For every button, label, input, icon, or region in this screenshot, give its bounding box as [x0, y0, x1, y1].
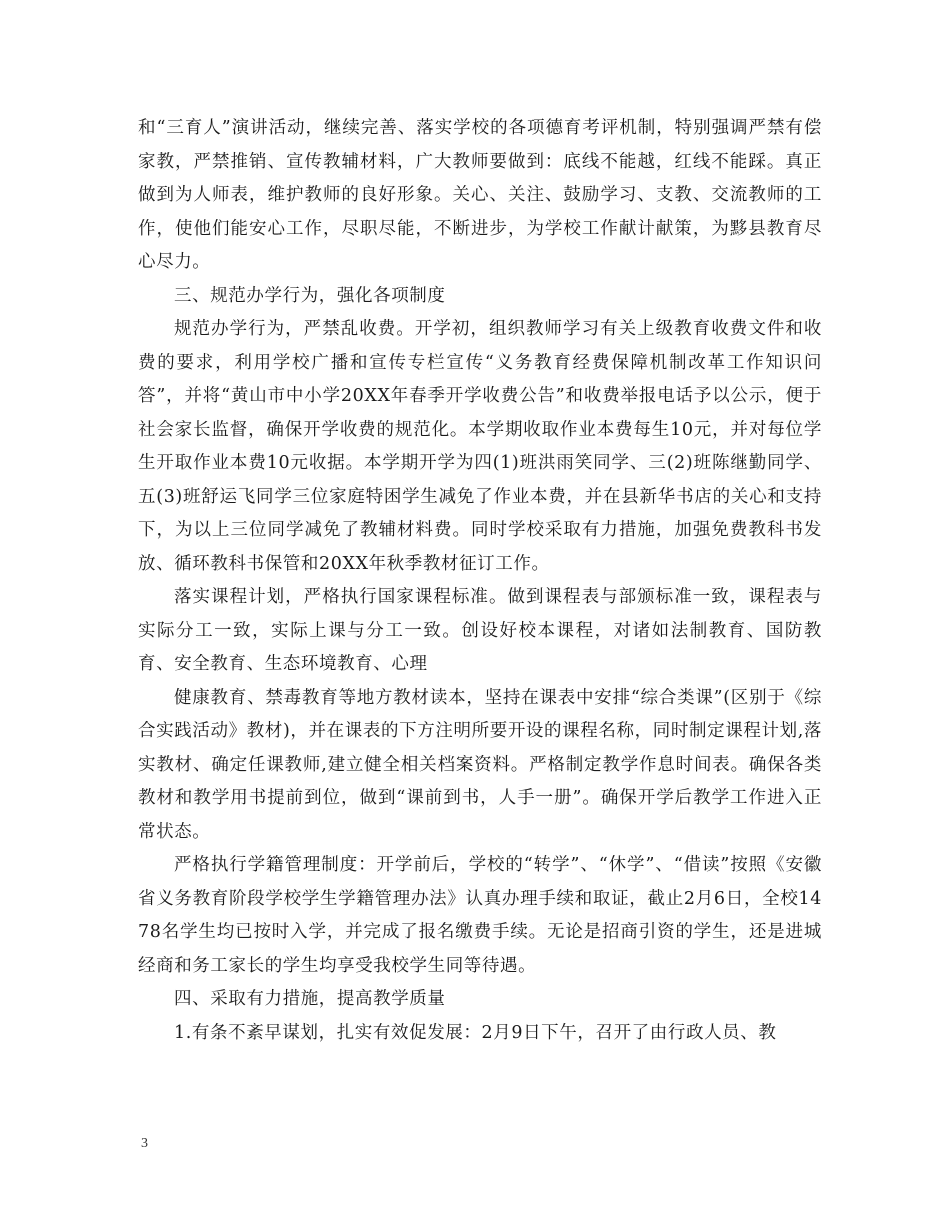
section-heading-3: 三、规范办学行为，强化各项制度: [174, 285, 446, 306]
paragraph-deyu-continuation: 和“三育人”演讲活动，继续完善、落实学校的各项德育考评机制，特别强调严禁有偿家教，严禁推销、宣传教辅材料，广大教师要做到：底线不能越，红线不能踩。真正做到为人师表，维护教师的良好形象。关心、关注、鼓励学习、支教、交流教师的工作，使他们能安心工作，尽职尽能，不断进步，为学校工作献计献策，为黟县教育尽心尽力。: [138, 118, 822, 272]
paragraph-curriculum: 落实课程计划，严格执行国家课程标准。做到课程表与部颁标准一致，课程表与实际分工一致，实际上课与分工一致。创设好校本课程，对诸如法制教育、国防教育、安全教育、生态环境教育、心理: [138, 587, 822, 674]
paragraph-enrollment: 严格执行学籍管理制度：开学前后，学校的“转学”、“休学”、“借读”按照《安徽省义务教育阶段学校学生学籍管理办法》认真办理手续和取证，截止2月6日，全校1478名学生均已按时入学，并完成了报名缴费手续。无论是招商引资的学生，还是进城经商和务工家长的学生均享受我校学生同等待遇。: [138, 855, 822, 976]
section-heading-4: 四、采取有力措施，提高教学质量: [174, 989, 446, 1009]
paragraph-fees: 规范办学行为，严禁乱收费。开学初，组织教师学习有关上级教育收费文件和收费的要求，利用学校广播和宣传专栏宣传“义务教育经费保障机制改革工作知识问答”，并将“黄山市中小学20XX年春季开学收费公告”和收费举报电话予以公示，便于社会家长监督，确保开学收费的规范化。本学期收取作业本费每生10元，并对每位学生开取作业本费10元收据。本学期开学为四(1)班洪雨笑同学、三(2)班陈继勤同学、五(3)班舒运飞同学三位家庭特困学生减免了作业本费，并在县新华书店的关心和支持下，为以上三位同学减免了教辅材料费。同时学校采取有力措施，加强免费教科书发放、循环教科书保管和20XX年秋季教材征订工作。: [138, 319, 822, 574]
paragraph-planning: 1.有条不紊早谋划，扎实有效促发展：2月9日下午，召开了由行政人员、教: [174, 1022, 777, 1043]
page-number: 3: [141, 1136, 148, 1151]
document-body: [138, 112, 822, 1050]
paragraph-local-materials: 健康教育、禁毒教育等地方教材读本，坚持在课表中安排“综合类课”(区别于《综合实践活动》教材)，并在课表的下方注明所要开设的课程名称，同时制定课程计划,落实教材、确定任课教师,建立健全相关档案资料。严格制定教学作息时间表。确保各类教材和教学用书提前到位，做到“课前到书，人手一册”。确保开学后教学工作进入正常状态。: [138, 687, 822, 842]
